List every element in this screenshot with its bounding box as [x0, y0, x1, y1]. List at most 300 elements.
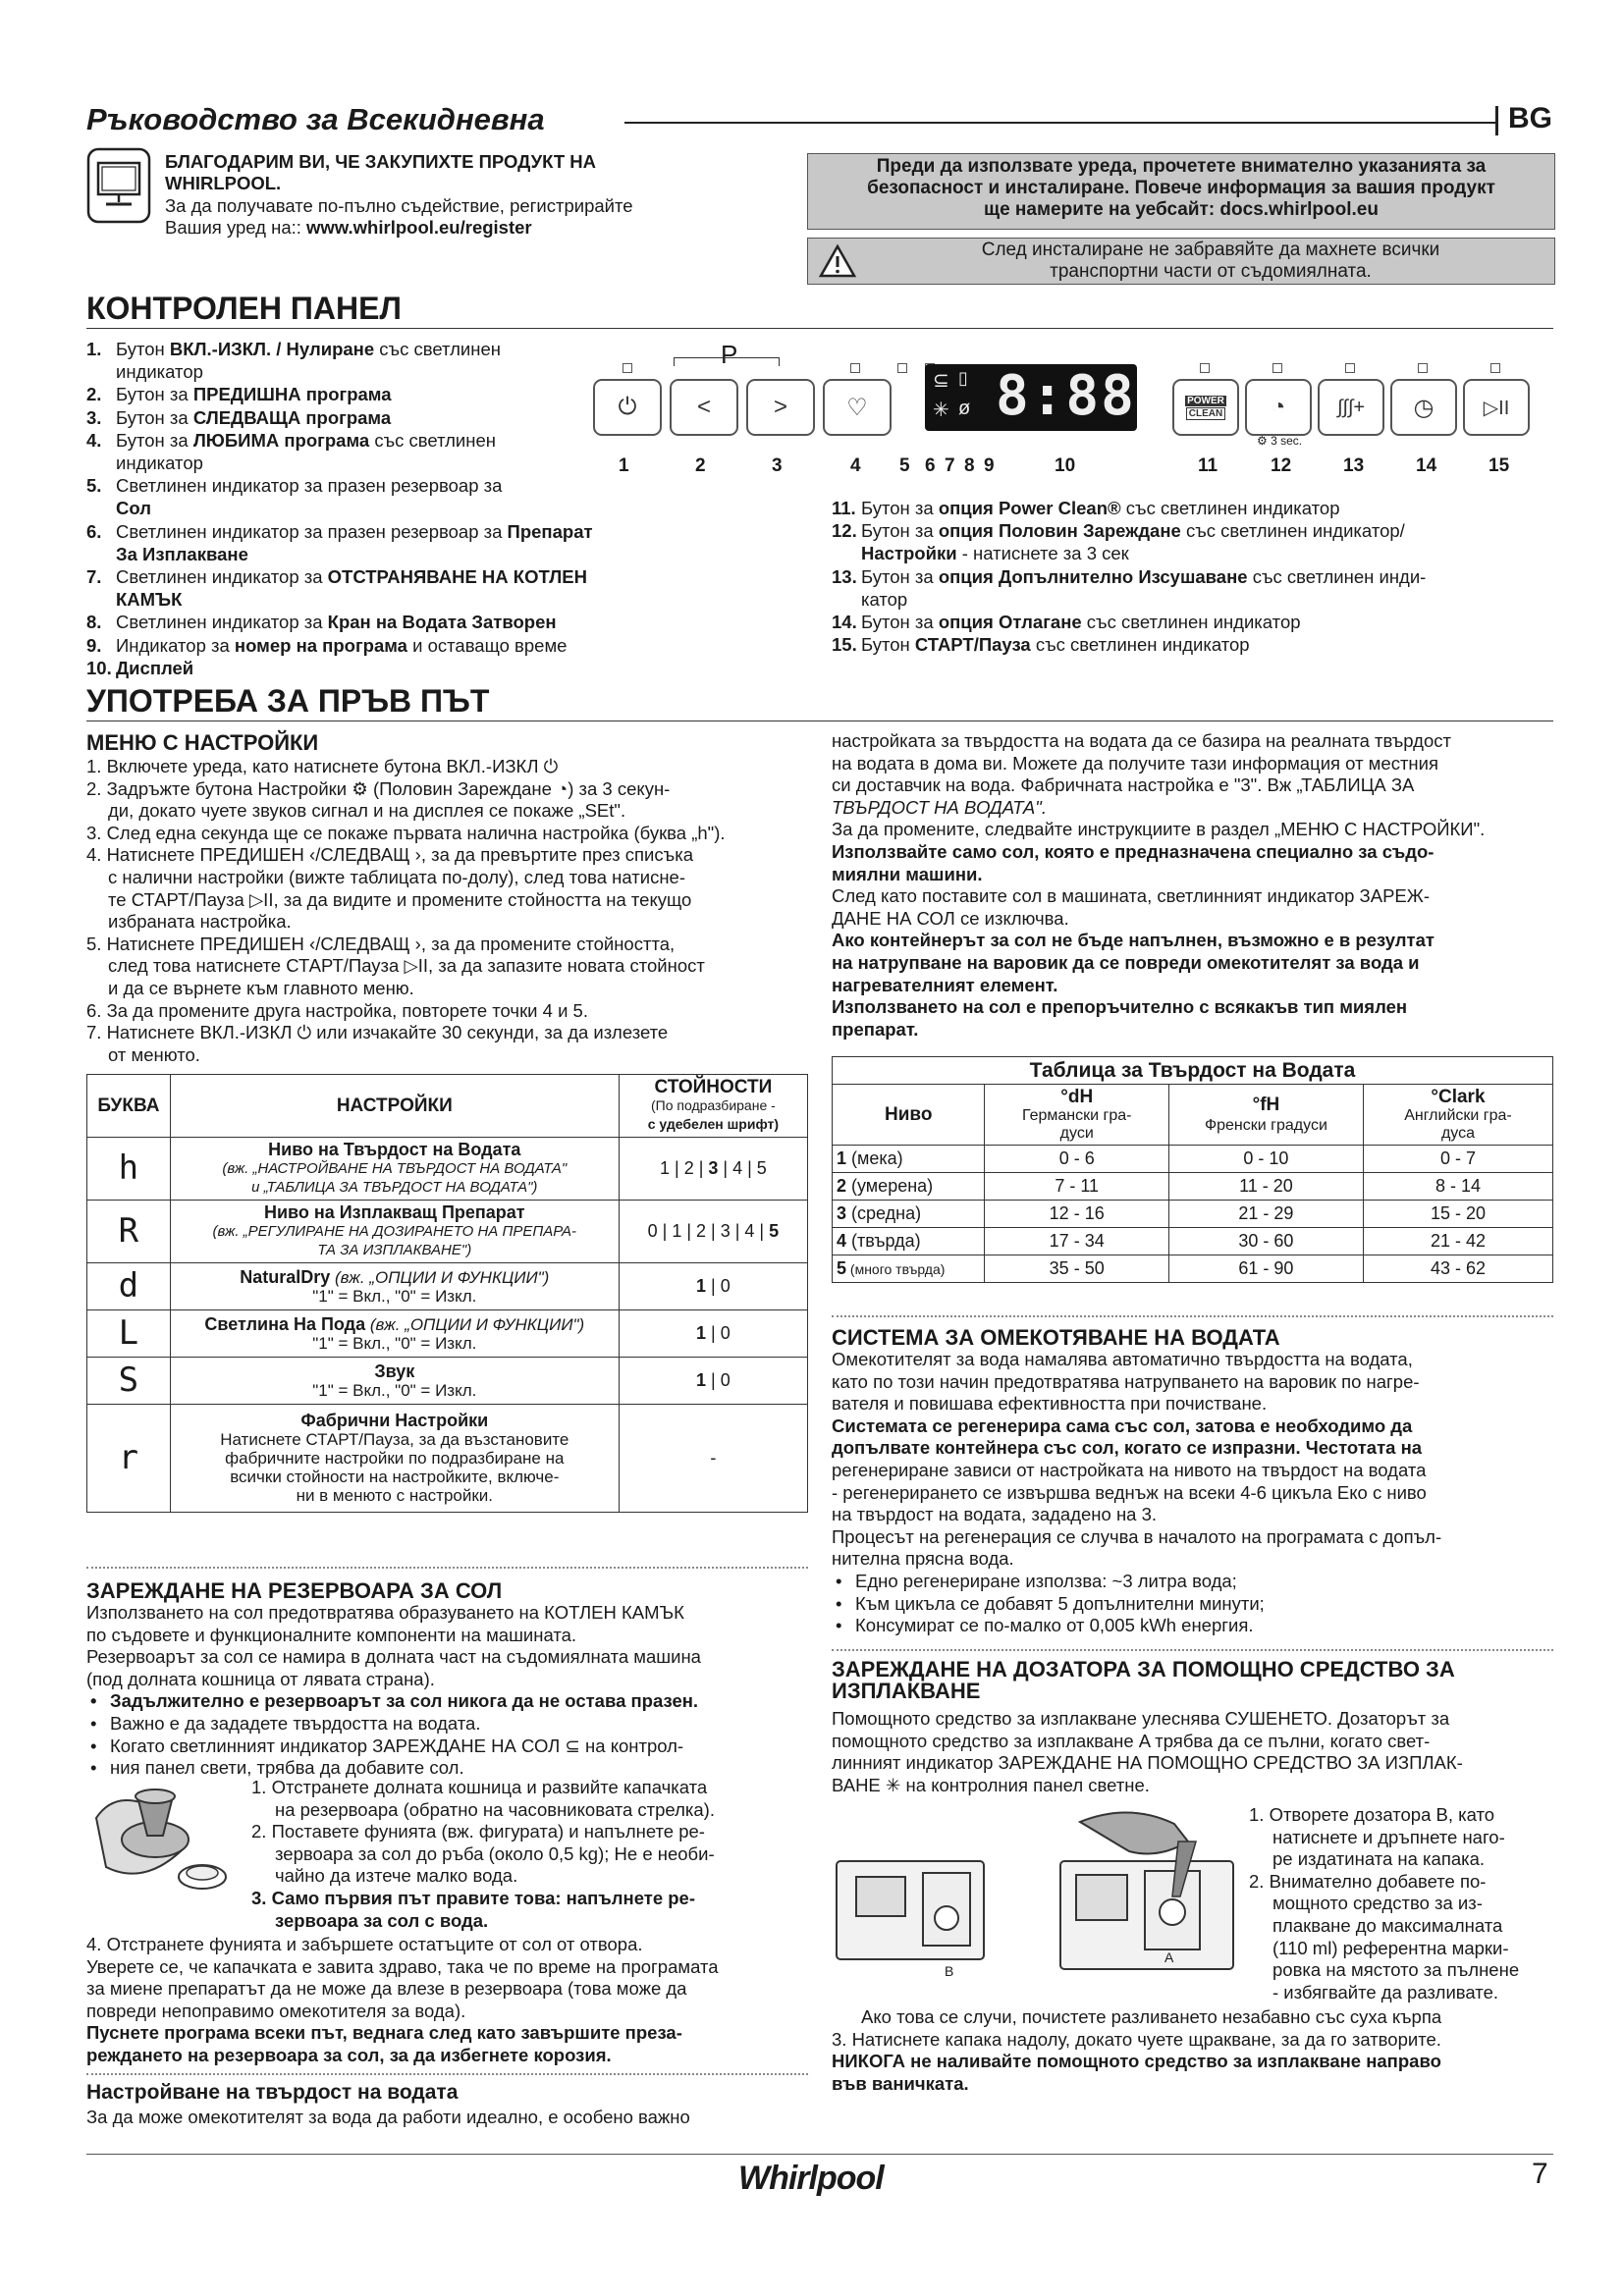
hardness-row: [833, 1201, 1553, 1228]
dotted-divider: [86, 2073, 808, 2075]
settings-row: [87, 1310, 808, 1358]
level-number: 3: [837, 1203, 847, 1223]
item-text: - натиснете за 3 сек: [956, 543, 1129, 564]
thanks-line: WHIRLPOOL.: [165, 173, 282, 194]
softener-text: като по този начин предотвратява натрупването на варовик по нагре-: [832, 1370, 1420, 1392]
salt-steps: [251, 1777, 809, 1932]
footer-rule: [86, 2154, 1553, 2155]
settings-row: [87, 1358, 808, 1405]
page-title: Ръководство за Всекидневна: [86, 102, 545, 136]
item-number: 7.: [86, 566, 102, 588]
salt-intro: [86, 1602, 808, 1780]
setting-description: [170, 1405, 619, 1513]
panel-number-label: 10: [1055, 455, 1076, 476]
panel-number-label: 2: [695, 455, 706, 476]
dotted-divider: [832, 1649, 1553, 1651]
hardness-dh: 0 - 6: [985, 1146, 1168, 1173]
settings-table: [86, 1074, 808, 1513]
item-bold: ПРЕДИШНА програма: [192, 384, 392, 405]
power-clean-button[interactable]: [1172, 379, 1239, 436]
value-text: | 4 | 5: [718, 1158, 767, 1178]
item-bold: Дисплей: [116, 657, 194, 678]
control-panel-item: [86, 520, 597, 565]
setting-title: Ниво на Изплакващ Препарат: [263, 1202, 525, 1222]
level-number: 5: [837, 1257, 847, 1278]
register-text: Вашия уред на::: [165, 217, 307, 239]
safety-notice: [807, 153, 1555, 230]
control-panel-item: [832, 588, 1558, 611]
settings-row: [87, 1138, 808, 1201]
control-panel-item: [86, 657, 597, 679]
salt-after: [86, 1934, 808, 2067]
item-text: Светлинен индикатор за: [116, 612, 328, 633]
start-pause-button[interactable]: [1463, 379, 1530, 436]
salt-step: 2. Поставете фунията (вж. фигурата) и напълнете ре-: [251, 1821, 705, 1842]
control-panel-item: [86, 383, 597, 405]
hardness-fh: 0 - 10: [1168, 1146, 1363, 1173]
setting-note: "1" = Вкл., "0" = Изкл.: [312, 1380, 477, 1400]
col-values: [619, 1075, 807, 1138]
item-text: със светлинен индикатор: [1120, 498, 1340, 518]
panel-number-label: 1: [619, 455, 629, 476]
item-bold: ВКЛ.-ИЗКЛ. / Нулиране: [169, 339, 375, 359]
softener-text: Процесът на регенерация се случва в началото на програмата с допъл-: [832, 1525, 1442, 1547]
hardness-fh: 30 - 60: [1168, 1228, 1363, 1255]
value-text: 0 | 1 | 2 | 3 | 4 |: [647, 1221, 770, 1241]
hardness-text: ДАНЕ НА СОЛ се изключва.: [832, 907, 1069, 929]
value-default: 1: [696, 1323, 707, 1343]
rinse-after-text: Ако това се случи, почистете разливането незабавно със суха кърпа: [861, 2006, 1442, 2027]
control-panel-item: [86, 565, 597, 611]
dotted-divider: [86, 1567, 808, 1569]
favourite-led: [850, 363, 860, 373]
panel-number-label: 4: [850, 455, 861, 476]
hardness-level: [833, 1228, 985, 1255]
col-values-sub: с удебелен шрифт): [647, 1116, 780, 1132]
col-letter: БУКВА: [87, 1075, 171, 1138]
hardness-row: [833, 1173, 1553, 1201]
next-program-button[interactable]: [746, 379, 815, 436]
control-panel-item: [832, 497, 1558, 519]
extra-dry-icon: ∫∫∫+: [1336, 396, 1366, 418]
setting-description: [170, 1263, 619, 1310]
salt-after-text: за миене препаратът да не може да влезе в резервоара (това може да: [86, 1978, 687, 2000]
control-panel-item: [86, 452, 597, 474]
warning-text: [867, 239, 1554, 283]
menu-step: 3. След една секунда ще се покаже първата налична настройка (буква „h").: [86, 822, 726, 843]
start-led: [1490, 363, 1500, 373]
delay-led: [1418, 363, 1428, 373]
value-text: | 0: [706, 1276, 731, 1296]
softener-text: вателя и повишава ефективността при почистване.: [832, 1393, 1268, 1415]
figure-label-a: A: [1164, 1949, 1174, 1965]
setting-note: Натиснете СТАРТ/Пауза, за да възстановите: [220, 1430, 569, 1449]
setting-ref: (вж. „ОПЦИИ И ФУНКЦИИ"): [365, 1314, 585, 1334]
control-panel-item: [86, 360, 597, 383]
hardness-row: [833, 1255, 1553, 1283]
play-pause-icon: ▷II: [1483, 397, 1510, 419]
setting-note: всички стойности на настройките, включе-: [230, 1468, 560, 1486]
softener-text: Системата се регенерира сама със сол, затова е необходимо да: [832, 1415, 1413, 1436]
item-number: 12.: [832, 520, 857, 542]
level-label: (твърда): [846, 1231, 921, 1251]
softener-bullet: • Едно регенериране използва: ~3 литра вода;: [832, 1571, 1553, 1593]
monitor-icon: [86, 147, 151, 224]
setting-letter: d: [87, 1263, 171, 1310]
value-default: 1: [696, 1370, 707, 1390]
p-bracket: [674, 357, 780, 366]
control-panel-item: [86, 429, 597, 452]
item-bold: Препарат За Изплакване: [116, 520, 593, 564]
item-number: 4.: [86, 429, 102, 451]
previous-program-button[interactable]: [670, 379, 738, 436]
control-panel-item: [832, 542, 1558, 564]
salt-text: (под долната кошница от лявата страна).: [86, 1668, 435, 1689]
menu-step: 5. Натиснете ПРЕДИШЕН ‹/СЛЕДВАЩ ›, за да промените стойността,: [86, 933, 676, 954]
panel-number-label: 12: [1271, 455, 1292, 476]
setting-description: [170, 1358, 619, 1405]
menu-step: 7. Натиснете ВКЛ.-ИЗКЛ ⏻ или изчакайте 30 секунди, за да излезете: [86, 1022, 669, 1043]
hardness-fh: 11 - 20: [1168, 1173, 1363, 1201]
power-button[interactable]: [593, 379, 662, 436]
item-bold: номер на програма: [234, 634, 407, 656]
setting-title: Звук: [374, 1361, 415, 1381]
hardness-text: миялни машини.: [832, 863, 983, 884]
col-dh: [985, 1085, 1168, 1146]
salt-text: Използването на сол предотвратява образуването на КОТЛЕН КАМЪК: [86, 1602, 684, 1623]
hardness-text: настройката за твърдостта на водата да се базира на реалната твърдост: [832, 730, 1451, 751]
salt-bullet: • Задължително е резервоарът за сол никога да не остава празен.: [86, 1690, 808, 1713]
rinse-step: плакване до максималната: [1272, 1914, 1503, 1936]
title-rule: [624, 122, 1497, 124]
value-text: 1 | 2 |: [660, 1158, 709, 1178]
panel-number-label: 5: [899, 455, 910, 476]
col-clark-sub: дуса: [1440, 1125, 1475, 1142]
setting-values: [619, 1263, 807, 1310]
hardness-dh: 35 - 50: [985, 1255, 1168, 1283]
value-text: | 0: [706, 1370, 731, 1390]
salt-step: чайно да изтече малко вода.: [275, 1865, 518, 1887]
three-sec-text: 3 sec.: [1271, 434, 1303, 448]
rinse-after-text: във ваничката.: [832, 2072, 969, 2094]
descale-indicator-icon: ▯: [958, 368, 968, 388]
menu-step: ди, докато чуете звуков сигнал и на дисплея се покаже „SEt".: [108, 800, 626, 822]
setting-letter: S: [87, 1358, 171, 1405]
rinse-text: Помощното средство за изплакване улеснява СУШЕНЕТО. Дозаторът за: [832, 1708, 1450, 1729]
softener-bullet: • Към цикъла се добавят 5 допълнителни минути;: [832, 1593, 1553, 1616]
salt-after-text: реждането на резервоара за сол, за да избегнете корозия.: [86, 2044, 612, 2065]
item-bold: СЛЕДВАЩА програма: [192, 406, 392, 428]
menu-step: след това натиснете СТАРТ/Пауза ▷II, за да запазите новата стойност: [108, 955, 705, 977]
item-bold: Настройки: [861, 543, 957, 564]
half-load-button[interactable]: [1245, 379, 1312, 436]
settings-table-wrap: [86, 1074, 808, 1513]
setting-ref: (вж. „РЕГУЛИРАНЕ НА ДОЗИРАНЕТО НА ПРЕПАРА-: [212, 1223, 577, 1240]
rinse-dispenser-figure: [835, 1802, 1237, 1985]
page-number: 7: [1532, 2158, 1548, 2190]
heart-icon: ♡: [846, 394, 868, 421]
item-text: със светлинен индикатор: [1030, 634, 1250, 656]
setting-ref: (вж. „ОПЦИИ И ФУНКЦИИ"): [330, 1267, 550, 1287]
item-text: със светлинен: [369, 429, 496, 451]
col-fh-title: °fH: [1252, 1094, 1280, 1115]
settings-row: [87, 1201, 808, 1263]
item-text: Бутон за: [861, 520, 939, 542]
salt-after-text: Пуснете програма всеки път, веднага след като завършите преза-: [86, 2022, 682, 2044]
menu-step: 2. Задръжте бутона Настройки ⚙ (Половин Зареждане ◔) за 3 секун-: [86, 777, 671, 799]
control-panel-item: [86, 611, 597, 633]
setting-title: Светлина На Пода: [204, 1313, 366, 1334]
chevron-left-icon: <: [696, 394, 711, 420]
extra-dry-led: [1345, 363, 1355, 373]
delay-button[interactable]: [1390, 379, 1457, 436]
transport-warning: [807, 238, 1555, 285]
item-bold: СТАРТ/Пауза: [914, 634, 1031, 656]
rinse-after: [832, 2006, 1558, 2095]
clock-icon: ◷: [1413, 394, 1435, 421]
rinse-step: (110 ml) референтна марки-: [1272, 1937, 1509, 1958]
section-rule: [86, 328, 1553, 329]
display-panel: [925, 364, 1137, 431]
warning-triangle-icon: [818, 243, 857, 285]
hardness-dh: 17 - 34: [985, 1228, 1168, 1255]
menu-step: избраната настройка.: [108, 911, 292, 933]
panel-number-label: 11: [1198, 455, 1218, 476]
salt-step: зервоара за сол с вода.: [275, 1909, 489, 1931]
power-icon: ⏻: [618, 394, 637, 420]
col-clark-sub: Английски гра-: [1404, 1107, 1512, 1124]
setting-title: Ниво на Твърдост на Водата: [268, 1140, 521, 1159]
control-panel-heading: КОНТРОЛЕН ПАНЕЛ: [86, 291, 402, 326]
rinse-step: ровка на мястото за пълнене: [1272, 1959, 1520, 1981]
control-panel-right-list: [832, 497, 1558, 656]
rinse-step: 2. Внимателно добавете по-: [1249, 1870, 1487, 1892]
level-label: (умерена): [846, 1176, 934, 1196]
setting-title-row: [173, 1315, 617, 1334]
panel-number-label: 7: [945, 455, 955, 476]
item-text: Светлинен индикатор за празен резервоар за: [116, 520, 508, 542]
salt-after-text: повреди непоправимо омекотителя за вода).: [86, 2000, 466, 2021]
setting-title-row: [173, 1268, 617, 1287]
salt-step: зервоара за сол до ръба (около 0,5 kg); Не е необи-: [275, 1842, 715, 1864]
item-number: 14.: [832, 612, 857, 633]
rinse-heading-line: ЗАРЕЖДАНЕ НА ДОЗАТОРА ЗА ПОМОЩНО СРЕДСТВО ЗА: [832, 1657, 1455, 1682]
notice-line: безопасност и инсталиране. Повече информация за вашия продукт: [867, 178, 1495, 198]
salt-step: на резервоара (обратно на часовниковата стрелка).: [275, 1798, 715, 1820]
hardness-text: на натрупване на варовик да се повреди омекотителят за вода и: [832, 951, 1420, 973]
power-clean-label: CLEAN: [1186, 407, 1225, 420]
setting-values: [619, 1310, 807, 1358]
hardness-row: [833, 1228, 1553, 1255]
col-dh-sub: Германски гра-: [1021, 1107, 1132, 1124]
setting-title: Фабрични Настройки: [300, 1411, 489, 1430]
hardness-table-caption: Таблица за Твърдост на Водата: [833, 1057, 1553, 1085]
salt-step: 1. Отстранете долната кошница и развийте капачката: [251, 1777, 708, 1797]
item-bold: ОТСТРАНЯВАНЕ НА КОТЛЕН КАМЪК: [116, 566, 587, 611]
item-text: Бутон: [116, 339, 170, 359]
softener-text: [832, 1349, 1553, 1637]
panel-number-label: 8: [964, 455, 975, 476]
setting-ref: ТА ЗА ИЗПЛАКВАНЕ"): [317, 1242, 472, 1258]
power-clean-led: [1200, 363, 1210, 373]
item-text: индикатор: [116, 453, 203, 474]
hardness-text: Използвайте само сол, която е предназначена специално за съдо-: [832, 840, 1435, 862]
level-label: (мека): [846, 1148, 903, 1168]
hardness-text: си доставчик на вода. Фабричната настройка е "3". Вж „ТАБЛИЦА ЗА: [832, 774, 1415, 796]
settings-gear-icon: ⚙: [1257, 434, 1272, 448]
setting-note: "1" = Вкл., "0" = Изкл.: [312, 1286, 477, 1306]
water-tap-indicator-icon: ø: [958, 398, 971, 419]
rinse-after-text: 3. Натиснете капака надолу, докато чуете щракване, за да го затворите.: [832, 2028, 1441, 2050]
item-number: 15.: [832, 634, 857, 656]
control-panel-item: [832, 611, 1558, 633]
item-bold: ЛЮБИМА програма: [192, 429, 370, 451]
value-default: 3: [708, 1158, 719, 1178]
item-text: Бутон за: [116, 429, 193, 451]
setting-letter: r: [87, 1405, 171, 1513]
item-text: със светлинен инди-: [1247, 565, 1427, 587]
panel-number-label: 15: [1489, 455, 1510, 476]
warning-line: След инсталиране не забравяйте да махнете всички: [981, 240, 1440, 260]
notice-line: ще намерите на уебсайт: docs.whirlpool.eu: [984, 199, 1379, 220]
hardness-text: След като поставите сол в машината, светлинният индикатор ЗАРЕЖ-: [832, 885, 1430, 907]
whirlpool-logo: Whirlpool: [738, 2160, 884, 2197]
col-dh-sub: дуси: [1059, 1125, 1094, 1142]
item-text: Светлинен индикатор за празен резервоар за: [116, 475, 503, 497]
hardness-level: [833, 1173, 985, 1201]
item-text: със светлинен: [374, 339, 501, 359]
item-text: Бутон за: [116, 384, 193, 405]
item-text: катор: [861, 588, 908, 610]
col-clark-title: °Clark: [1431, 1087, 1486, 1107]
hardness-level: [833, 1201, 985, 1228]
hardness-setting-heading: Настройване на твърдост на водата: [86, 2081, 459, 2104]
softener-bullet: • Консумират се по-малко от 0,005 kWh енергия.: [832, 1615, 1553, 1637]
item-bold: опция Отлагане: [938, 612, 1082, 633]
dotted-divider: [832, 1315, 1553, 1317]
item-text: със светлинен индикатор/: [1180, 520, 1405, 542]
item-text: Бутон: [861, 634, 915, 656]
softener-heading: СИСТЕМА ЗА ОМЕКОТЯВАНЕ НА ВОДАТА: [832, 1325, 1280, 1350]
control-panel-left-list: [86, 338, 597, 679]
hardness-text: нагревателният елемент.: [832, 974, 1058, 995]
hardness-clark: 15 - 20: [1363, 1201, 1552, 1228]
rinse-text: ВАНЕ ✳ на контролния панел светне.: [832, 1774, 1150, 1795]
control-panel-item: [86, 634, 597, 657]
rinse-text: линният индикатор ЗАРЕЖДАНЕ НА ПОМОЩНО СРЕДСТВО ЗА ИЗПЛАК-: [832, 1752, 1463, 1774]
item-number: 5.: [86, 475, 102, 497]
rinse-steps: [1249, 1804, 1555, 2003]
setting-note: "1" = Вкл., "0" = Изкл.: [312, 1333, 477, 1353]
control-panel-item: [832, 565, 1558, 588]
salt-step: 3. Само първия път правите това: напълнете ре-: [251, 1887, 695, 1908]
setting-values: [619, 1358, 807, 1405]
power-led: [623, 363, 632, 373]
item-number: 8.: [86, 612, 102, 633]
menu-step: 6. За да промените друга настройка, повторете точки 4 и 5.: [86, 999, 588, 1021]
control-panel-item: [832, 633, 1558, 656]
hardness-setting-text: За да може омекотителят за вода да работи идеално, е особено важно: [86, 2107, 690, 2127]
panel-number-label: 13: [1343, 455, 1365, 476]
softener-text: - регенерирането се извършва веднъж на всеки 4-6 цикъла Еко с ниво: [832, 1481, 1427, 1503]
menu-step: 4. Натиснете ПРЕДИШЕН ‹/СЛЕДВАЩ ›, за да превъртите през списъка: [86, 844, 693, 866]
col-fh-sub: Френски градуси: [1204, 1116, 1327, 1134]
softener-text: нителна прясна вода.: [832, 1548, 1014, 1570]
level-number: 4: [837, 1231, 847, 1251]
softener-text: Омекотителят за вода намалява автоматично твърдостта на водата,: [832, 1349, 1413, 1369]
col-dh-title: °dH: [1060, 1087, 1094, 1107]
level-label: (средна): [846, 1203, 922, 1223]
panel-number-label: 3: [772, 455, 783, 476]
item-text: индикатор: [116, 361, 203, 383]
value-text: | 0: [706, 1323, 731, 1343]
setting-letter: L: [87, 1310, 171, 1358]
control-panel-item: [86, 406, 597, 429]
language-code: BG: [1508, 102, 1552, 134]
salt-led: [897, 363, 907, 373]
value-text: -: [710, 1448, 717, 1468]
notice-line: Преди да използвате уреда, прочетете внимателно указанията за: [876, 156, 1487, 177]
setting-title: NaturalDry: [240, 1266, 331, 1287]
power-clean-label: POWER: [1187, 395, 1224, 406]
thanks-line: БЛАГОДАРИМ ВИ, ЧЕ ЗАКУПИХТЕ ПРОДУКТ НА: [165, 151, 596, 172]
hardness-clark: 21 - 42: [1363, 1228, 1552, 1255]
setting-values: [619, 1405, 807, 1513]
item-text: Бутон за: [861, 612, 939, 633]
setting-letter: R: [87, 1201, 171, 1263]
setting-description: [170, 1310, 619, 1358]
setting-note: фабричните настройки по подразбиране на: [225, 1449, 565, 1468]
salt-bullet: • Важно е да зададете твърдостта на водата.: [86, 1713, 808, 1735]
control-panel-item: [832, 519, 1558, 542]
hardness-clark: 43 - 62: [1363, 1255, 1552, 1283]
first-use-heading: УПОТРЕБА ЗА ПРЪВ ПЪТ: [86, 683, 490, 719]
rinse-step: - избягвайте да разливате.: [1272, 1981, 1498, 2002]
setting-ref: (вж. „НАСТРОЙВАНЕ НА ТВЪРДОСТ НА ВОДАТА": [222, 1160, 568, 1177]
salt-text: Резервоарът за сол се намира в долната част на съдомиялната машина: [86, 1646, 701, 1668]
level-label: (много твърда): [846, 1260, 946, 1277]
rinse-step: ре издатината на капака.: [1272, 1848, 1486, 1870]
setting-description: [170, 1138, 619, 1201]
menu-step: те СТАРТ/Пауза ▷II, за да видите и промените стойността на текущо: [108, 888, 692, 910]
salt-after-text: 4. Отстранете фунията и забършете остатъците от сол от отвора.: [86, 1934, 643, 1954]
item-bold: Сол: [116, 498, 151, 519]
hardness-text: препарат.: [832, 1018, 919, 1040]
three-sec-label: [1257, 434, 1302, 448]
salt-heading: ЗАРЕЖДАНЕ НА РЕЗЕРВОАРА ЗА СОЛ: [86, 1578, 503, 1603]
settings-row: [87, 1405, 808, 1513]
rinse-intro: [832, 1708, 1553, 1796]
display-digits: 8:88: [996, 364, 1136, 428]
value-default: 5: [769, 1221, 780, 1241]
favourite-program-button[interactable]: [823, 379, 892, 436]
hardness-level: [833, 1146, 985, 1173]
item-bold: опция Допълнително Изсушаване: [938, 565, 1248, 587]
col-values-title: СТОЙНОСТИ: [654, 1077, 773, 1097]
control-panel-item: [86, 497, 597, 519]
title-rule-end: [1495, 106, 1498, 135]
setting-values: [619, 1201, 807, 1263]
register-link[interactable]: www.whirlpool.eu/register: [306, 217, 532, 239]
softener-text: регенериране зависи от настройката на нивото на твърдост на водата: [832, 1459, 1427, 1480]
hardness-text: на водата в дома ви. Можете да получите тази информация от местния: [832, 752, 1438, 774]
half-load-icon: ◔: [1271, 394, 1286, 420]
hardness-dh: 7 - 11: [985, 1173, 1168, 1201]
item-number: 3.: [86, 406, 102, 428]
item-text: със светлинен индикатор: [1081, 612, 1301, 633]
hardness-fh: 61 - 90: [1168, 1255, 1363, 1283]
extra-dry-button[interactable]: [1318, 379, 1384, 436]
